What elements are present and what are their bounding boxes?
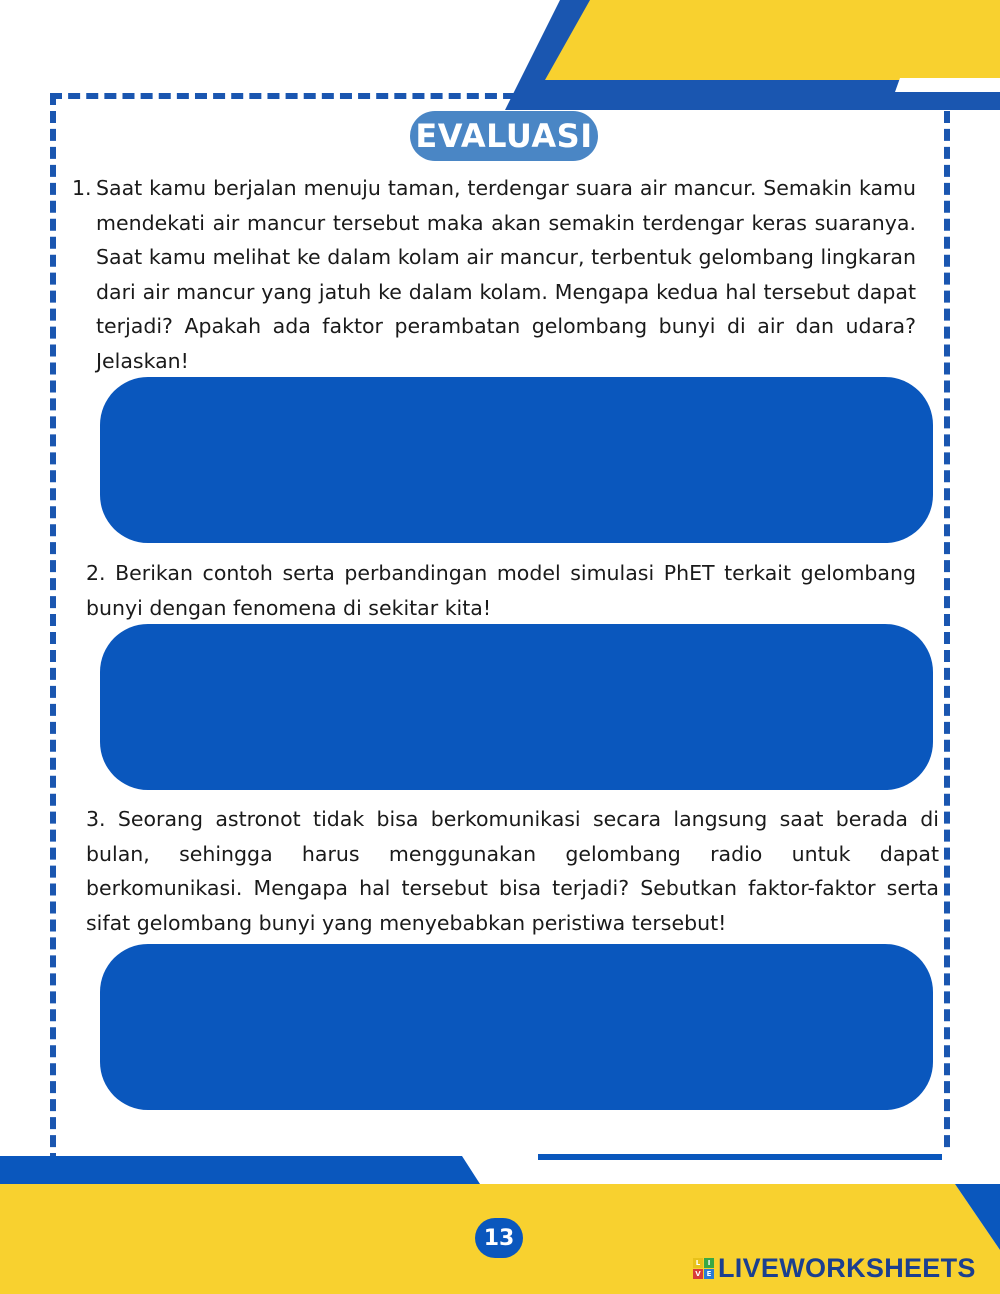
question-3-text: 3. Seorang astronot tidak bisa berkomunikasi secara langsung saat berada di bulan, sehingga harus menggunakan gelombang radio untuk dapat berkomunikasi. Mengapa hal tersebut bisa terjadi? Sebutkan faktor-faktor serta sifat gelombang bunyi yang menyebabkan peristiwa tersebut! — [86, 807, 939, 935]
liveworksheets-brand — [693, 1251, 976, 1285]
answer-box-3[interactable] — [100, 944, 933, 1110]
brand-name: LIVEWORKSHEETS — [718, 1252, 976, 1283]
answer-box-1[interactable] — [100, 377, 933, 543]
question-1-text: Saat kamu berjalan menuju taman, terdengar suara air mancur. Semakin kamu mendekati air mancur tersebut maka akan semakin terdengar keras suaranya. Saat kamu melihat ke dalam kolam air mancur, terbentuk gelombang lingkaran dari air mancur yang jatuh ke dalam kolam. Mengapa kedua hal tersebut dapat terjadi? Apakah ada faktor perambatan gelombang bunyi di air dan udara? Jelaskan! — [96, 176, 916, 373]
question-2-text: 2. Berikan contoh serta perbandingan model simulasi PhET terkait gelombang bunyi dengan fenomena di sekitar kita! — [86, 561, 916, 620]
page-number-badge: 13 — [475, 1218, 523, 1258]
question-1-number: 1. — [72, 176, 92, 200]
liveworksheets-logo-icon: L I V E — [693, 1258, 714, 1279]
answer-box-2[interactable] — [100, 624, 933, 790]
page-title: EVALUASI — [410, 111, 598, 161]
